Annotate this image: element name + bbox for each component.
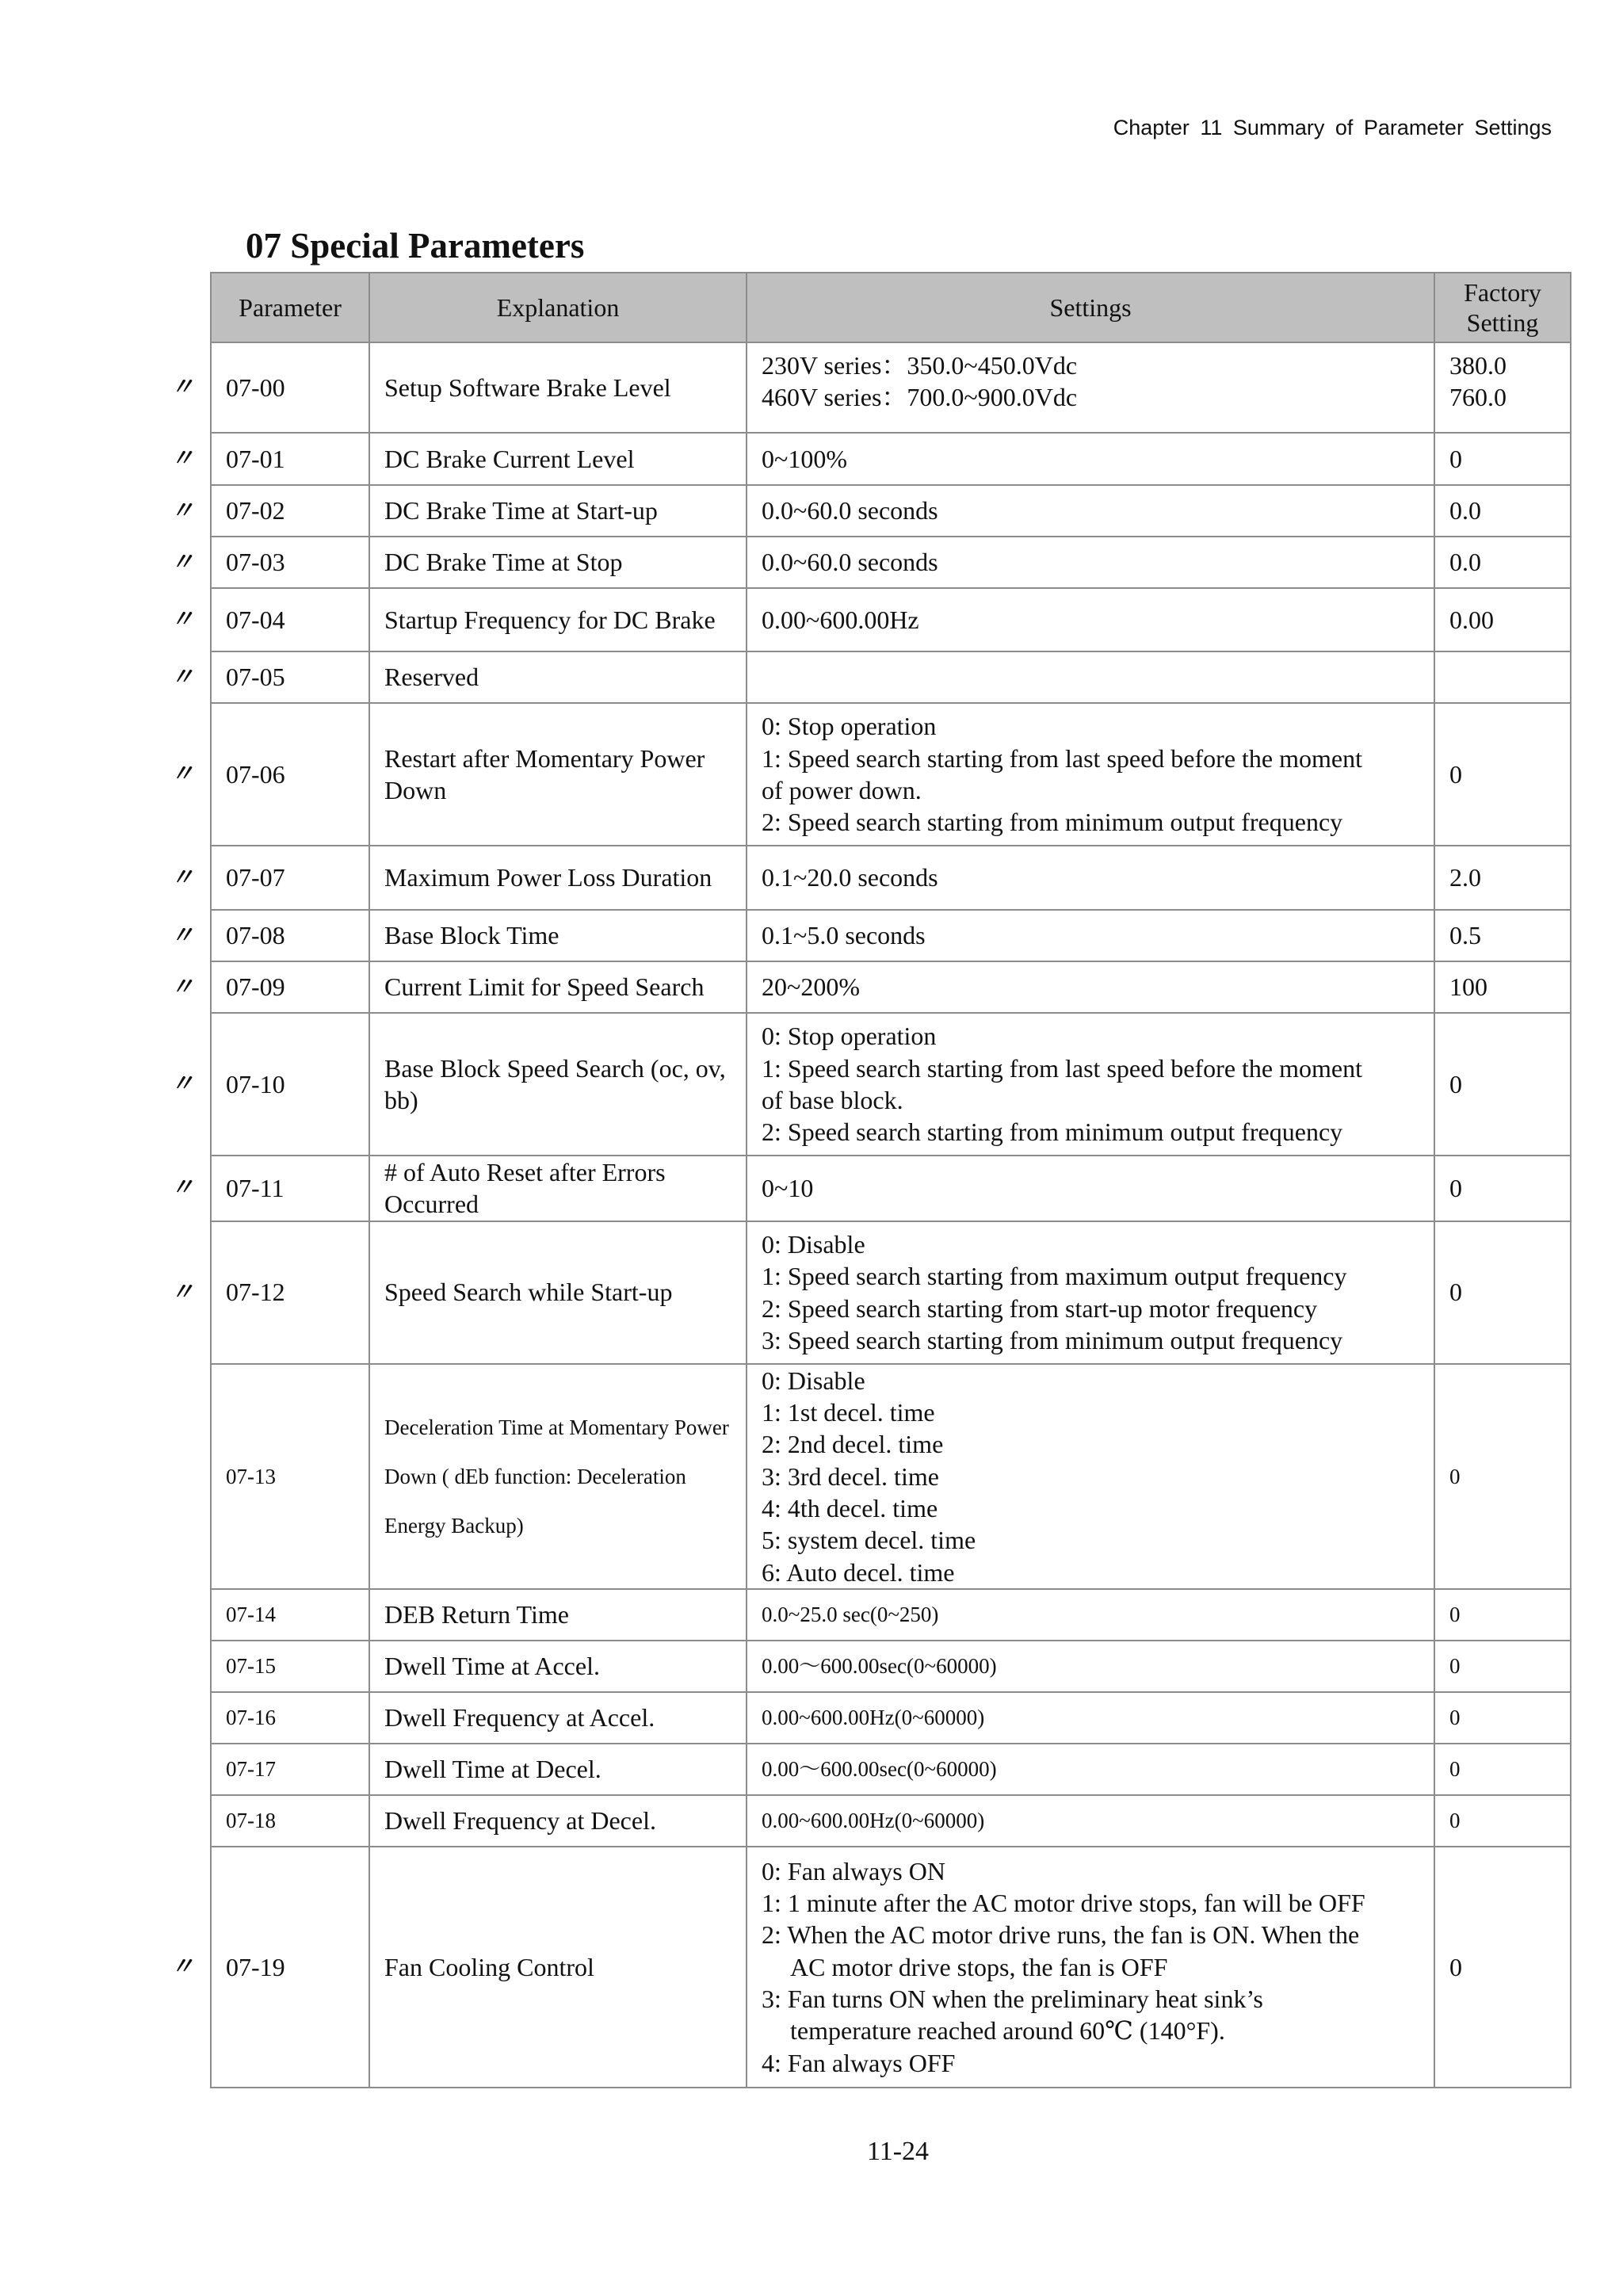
factory-value: 2.0 <box>1449 863 1481 892</box>
parameter-code: 07-13 <box>226 1464 276 1488</box>
header-factory-setting <box>1434 273 1571 342</box>
parameter-code: 07-08 <box>226 921 285 950</box>
settings-line: 1: Speed search starting from last speed before the moment <box>762 1053 1362 1083</box>
settings-cell <box>747 1364 1434 1589</box>
settings-line: 0: Disable <box>762 1366 865 1395</box>
explanation-cell <box>369 537 747 588</box>
factory-setting-cell <box>1434 703 1571 846</box>
section-title: 07 Special Parameters <box>246 226 585 266</box>
parameter-code: 07-02 <box>226 496 285 525</box>
explanation-text: Startup Frequency for DC Brake <box>384 605 716 634</box>
table-row <box>211 1641 1571 1692</box>
factory-setting-cell <box>1434 1641 1571 1692</box>
table-row <box>211 1692 1571 1744</box>
table-row <box>211 588 1571 651</box>
settings-line: 2: 2nd decel. time <box>762 1430 944 1459</box>
explanation-cell <box>369 651 747 703</box>
settings-line: 0.1~20.0 seconds <box>762 863 938 892</box>
table-row <box>211 910 1571 961</box>
parameter-code: 07-04 <box>226 605 285 634</box>
settings-cell <box>747 1221 1434 1364</box>
explanation-text: Base Block Time <box>384 921 559 950</box>
settings-line: 0.0~60.0 seconds <box>762 496 938 525</box>
header-parameter: Parameter <box>211 273 369 342</box>
run-change-mark-icon: 〃 <box>170 1278 194 1306</box>
header-explanation: Explanation <box>369 273 747 342</box>
explanation-text: Restart after Momentary Power Down <box>384 743 705 804</box>
parameter-code: 07-09 <box>226 972 285 1002</box>
settings-line: 1: 1st decel. time <box>762 1397 935 1427</box>
parameter-cell <box>170 1221 369 1364</box>
settings-cell <box>747 537 1434 588</box>
settings-cell <box>747 433 1434 485</box>
explanation-text: Reserved <box>384 663 479 692</box>
settings-cell <box>747 342 1434 433</box>
explanation-cell <box>369 1744 747 1795</box>
settings-line: 0.00~600.00Hz(0~60000) <box>762 1706 985 1730</box>
explanation-cell <box>369 485 747 537</box>
header-factory-line2: Setting <box>1466 308 1539 337</box>
settings-cell <box>747 846 1434 910</box>
settings-line: 0: Disable <box>762 1230 865 1259</box>
parameter-code: 07-00 <box>226 372 285 402</box>
settings-cell <box>747 485 1434 537</box>
settings-line: 4: 4th decel. time <box>762 1493 938 1522</box>
explanation-text: DEB Return Time <box>384 1600 569 1629</box>
factory-setting-cell <box>1434 1364 1571 1589</box>
explanation-cell <box>369 703 747 846</box>
settings-line: 0.0~60.0 seconds <box>762 548 938 577</box>
explanation-text: Base Block Speed Search (oc, ov, bb) <box>384 1053 726 1114</box>
parameter-code: 07-06 <box>226 759 285 789</box>
settings-cell <box>747 1795 1434 1847</box>
explanation-cell <box>369 1641 747 1692</box>
parameter-cell <box>170 1847 369 2088</box>
run-change-mark-icon: 〃 <box>170 1174 194 1202</box>
explanation-text: # of Auto Reset after Errors Occurred <box>384 1158 666 1219</box>
parameter-cell <box>170 342 369 433</box>
parameter-cell <box>170 703 369 846</box>
factory-setting-cell <box>1434 1156 1571 1221</box>
settings-line: of power down. <box>762 776 922 804</box>
table-row <box>211 1847 1571 2088</box>
explanation-text: DC Brake Time at Stop <box>384 548 623 577</box>
run-change-mark-icon: 〃 <box>170 972 194 1001</box>
explanation-text: Dwell Frequency at Accel. <box>384 1703 655 1733</box>
factory-value: 0 <box>1449 1809 1461 1833</box>
factory-setting-cell <box>1434 433 1571 485</box>
parameter-table <box>170 272 1571 2088</box>
parameter-cell <box>170 846 369 910</box>
factory-value: 0 <box>1449 1706 1461 1730</box>
settings-line: of base block. <box>762 1086 903 1114</box>
factory-setting-cell <box>1434 961 1571 1013</box>
settings-line: 0.0~25.0 sec(0~250) <box>762 1603 939 1627</box>
factory-value: 0.5 <box>1449 921 1481 950</box>
explanation-cell <box>369 1013 747 1156</box>
factory-setting-cell <box>1434 1589 1571 1641</box>
settings-line: 0.00~600.00Hz(0~60000) <box>762 1809 985 1833</box>
factory-setting-cell <box>1434 910 1571 961</box>
settings-line: 0~100% <box>762 444 847 473</box>
chapter-header: Chapter 11 Summary of Parameter Settings <box>1113 116 1552 139</box>
run-change-mark-icon: 〃 <box>170 760 194 789</box>
factory-value: 380.0 <box>1449 351 1507 380</box>
settings-cell <box>747 1847 1434 2088</box>
run-change-mark-icon: 〃 <box>170 496 194 525</box>
settings-line: AC motor drive stops, the fan is OFF <box>790 1952 1168 1981</box>
settings-cell <box>747 1589 1434 1641</box>
run-change-mark-icon: 〃 <box>170 921 194 949</box>
factory-value: 0.0 <box>1449 496 1481 525</box>
settings-line: 0.00~600.00Hz <box>762 605 919 634</box>
explanation-cell <box>369 1692 747 1744</box>
table-row <box>211 651 1571 703</box>
factory-setting-cell <box>1434 588 1571 651</box>
table-row <box>211 1156 1571 1221</box>
parameter-cell <box>211 1692 369 1744</box>
explanation-text: Dwell Frequency at Decel. <box>384 1806 656 1836</box>
explanation-cell <box>369 1221 747 1364</box>
factory-value: 0.0 <box>1449 548 1481 577</box>
settings-line: 3: Speed search starting from minimum output frequency <box>762 1325 1343 1354</box>
factory-setting-cell <box>1434 651 1571 703</box>
settings-line: 1: 1 minute after the AC motor drive stops, fan will be OFF <box>762 1889 1365 1918</box>
parameter-cell <box>211 1744 369 1795</box>
explanation-text: DC Brake Time at Start-up <box>384 496 658 525</box>
run-change-mark-icon: 〃 <box>170 373 194 402</box>
table-row <box>211 961 1571 1013</box>
table-row <box>211 703 1571 846</box>
settings-line: 2: When the AC motor drive runs, the fan is ON. When the <box>762 1920 1360 1950</box>
parameter-cell <box>170 1156 369 1221</box>
explanation-cell <box>369 1156 747 1221</box>
run-change-mark-icon: 〃 <box>170 663 194 691</box>
settings-cell <box>747 1744 1434 1795</box>
factory-setting-cell <box>1434 1221 1571 1364</box>
factory-value: 0 <box>1449 1757 1461 1782</box>
table-row <box>211 1221 1571 1364</box>
parameter-code: 07-05 <box>226 663 285 692</box>
settings-line: 2: Speed search starting from start-up motor frequency <box>762 1293 1318 1323</box>
factory-setting-cell <box>1434 1847 1571 2088</box>
explanation-cell <box>369 846 747 910</box>
parameter-cell <box>211 1795 369 1847</box>
explanation-cell <box>369 1364 747 1589</box>
table-header-row <box>211 273 1571 342</box>
parameter-code: 07-14 <box>226 1603 276 1627</box>
explanation-cell <box>369 588 747 651</box>
table-row <box>211 846 1571 910</box>
explanation-text: Dwell Time at Accel. <box>384 1652 600 1681</box>
run-change-mark-icon: 〃 <box>170 1952 194 1981</box>
settings-line: 5: system decel. time <box>762 1526 976 1555</box>
factory-value: 0 <box>1449 1174 1462 1203</box>
parameter-cell <box>170 485 369 537</box>
parameter-cell <box>211 1641 369 1692</box>
explanation-text: Maximum Power Loss Duration <box>384 863 712 892</box>
table-row <box>211 1364 1571 1589</box>
settings-line: 0.00～600.00sec(0~60000) <box>762 1757 997 1782</box>
factory-setting-cell <box>1434 1013 1571 1156</box>
settings-cell <box>747 910 1434 961</box>
settings-line: 6: Auto decel. time <box>762 1557 955 1587</box>
settings-line: 0: Stop operation <box>762 712 937 741</box>
parameter-code: 07-11 <box>226 1174 285 1203</box>
explanation-cell <box>369 1795 747 1847</box>
explanation-cell <box>369 1589 747 1641</box>
factory-value: 0 <box>1449 1654 1461 1679</box>
parameter-code: 07-07 <box>226 863 285 892</box>
factory-value: 0.00 <box>1449 605 1494 634</box>
explanation-cell <box>369 342 747 433</box>
settings-cell <box>747 1641 1434 1692</box>
table-row <box>211 1795 1571 1847</box>
explanation-cell <box>369 961 747 1013</box>
settings-line: 1: Speed search starting from last speed before the moment <box>762 743 1362 773</box>
table-row <box>211 342 1571 433</box>
parameter-cell <box>170 588 369 651</box>
header-settings: Settings <box>747 273 1434 342</box>
settings-line: 0: Fan always ON <box>762 1856 945 1885</box>
parameter-cell <box>170 433 369 485</box>
factory-setting-cell <box>1434 537 1571 588</box>
settings-cell <box>747 588 1434 651</box>
run-change-mark-icon: 〃 <box>170 445 194 473</box>
run-change-mark-icon: 〃 <box>170 606 194 634</box>
factory-value: 0 <box>1449 1603 1461 1627</box>
parameter-code: 07-18 <box>226 1809 276 1833</box>
table-row <box>211 485 1571 537</box>
parameter-cell <box>170 961 369 1013</box>
parameter-code: 07-19 <box>226 1952 285 1981</box>
settings-cell <box>747 703 1434 846</box>
settings-line: 20~200% <box>762 972 860 1002</box>
parameter-cell <box>170 651 369 703</box>
settings-line: 4: Fan always OFF <box>762 2048 956 2077</box>
parameter-code: 07-01 <box>226 444 285 473</box>
factory-setting-cell <box>1434 342 1571 433</box>
parameter-cell <box>170 537 369 588</box>
run-change-mark-icon: 〃 <box>170 863 194 892</box>
settings-line: 0: Stop operation <box>762 1022 937 1051</box>
explanation-cell <box>369 433 747 485</box>
factory-setting-cell <box>1434 1692 1571 1744</box>
settings-line: 2: Speed search starting from minimum output frequency <box>762 1117 1343 1147</box>
table-row <box>211 537 1571 588</box>
settings-line: 2: Speed search starting from minimum output frequency <box>762 808 1343 837</box>
factory-setting-cell <box>1434 1795 1571 1847</box>
factory-setting-cell <box>1434 485 1571 537</box>
factory-value: 0 <box>1449 444 1462 473</box>
explanation-text: DC Brake Current Level <box>384 444 635 473</box>
explanation-text: Setup Software Brake Level <box>384 372 671 402</box>
explanation-text: Current Limit for Speed Search <box>384 972 705 1002</box>
table-body <box>170 342 1571 2088</box>
explanation-text: Speed Search while Start-up <box>384 1278 673 1307</box>
factory-value: 0 <box>1449 1278 1462 1307</box>
explanation-text: Deceleration Time at Momentary Power Down ( dEb function: Deceleration Energy Backup) <box>384 1415 729 1538</box>
factory-value: 0 <box>1449 1069 1462 1098</box>
factory-setting-cell <box>1434 846 1571 910</box>
parameter-code: 07-15 <box>226 1654 276 1679</box>
settings-line: 3: Fan turns ON when the preliminary heat sink’s <box>762 1984 1263 2013</box>
parameter-cell <box>170 910 369 961</box>
settings-cell <box>747 961 1434 1013</box>
parameter-code: 07-17 <box>226 1757 276 1782</box>
parameter-code: 07-03 <box>226 548 285 577</box>
explanation-cell <box>369 910 747 961</box>
settings-line: 3: 3rd decel. time <box>762 1461 939 1491</box>
header-factory-line1: Factory <box>1464 277 1541 307</box>
table-row <box>211 1013 1571 1156</box>
explanation-cell <box>369 1847 747 2088</box>
factory-value: 0 <box>1449 1952 1462 1981</box>
parameter-cell <box>211 1364 369 1589</box>
page-number: 11-24 <box>866 2137 930 2166</box>
factory-value: 0 <box>1449 759 1462 789</box>
parameter-code: 07-10 <box>226 1069 285 1098</box>
factory-value: 100 <box>1449 972 1487 1002</box>
parameter-cell <box>170 1013 369 1156</box>
factory-value: 760.0 <box>1449 383 1507 412</box>
table-row <box>211 1589 1571 1641</box>
table-row <box>211 433 1571 485</box>
settings-cell <box>747 1013 1434 1156</box>
settings-line: temperature reached around 60℃ (140°F). <box>790 2016 1225 2046</box>
factory-value: 0 <box>1449 1464 1461 1488</box>
explanation-text: Fan Cooling Control <box>384 1952 594 1981</box>
factory-setting-cell <box>1434 1744 1571 1795</box>
settings-cell <box>747 1692 1434 1744</box>
parameter-code: 07-12 <box>226 1278 285 1307</box>
settings-line: 1: Speed search starting from maximum output frequency <box>762 1262 1347 1291</box>
parameter-cell <box>211 1589 369 1641</box>
settings-line: 230V series：350.0~450.0Vdc <box>762 351 1078 380</box>
settings-cell <box>747 651 1434 703</box>
settings-line: 0.1~5.0 seconds <box>762 921 926 950</box>
explanation-text: Dwell Time at Decel. <box>384 1755 601 1784</box>
settings-line: 0.00～600.00sec(0~60000) <box>762 1654 997 1679</box>
settings-line: 0~10 <box>762 1174 814 1203</box>
parameter-code: 07-16 <box>226 1706 276 1730</box>
settings-line: 460V series：700.0~900.0Vdc <box>762 383 1078 412</box>
settings-cell <box>747 1156 1434 1221</box>
table-row <box>211 1744 1571 1795</box>
run-change-mark-icon: 〃 <box>170 548 194 576</box>
run-change-mark-icon: 〃 <box>170 1070 194 1098</box>
